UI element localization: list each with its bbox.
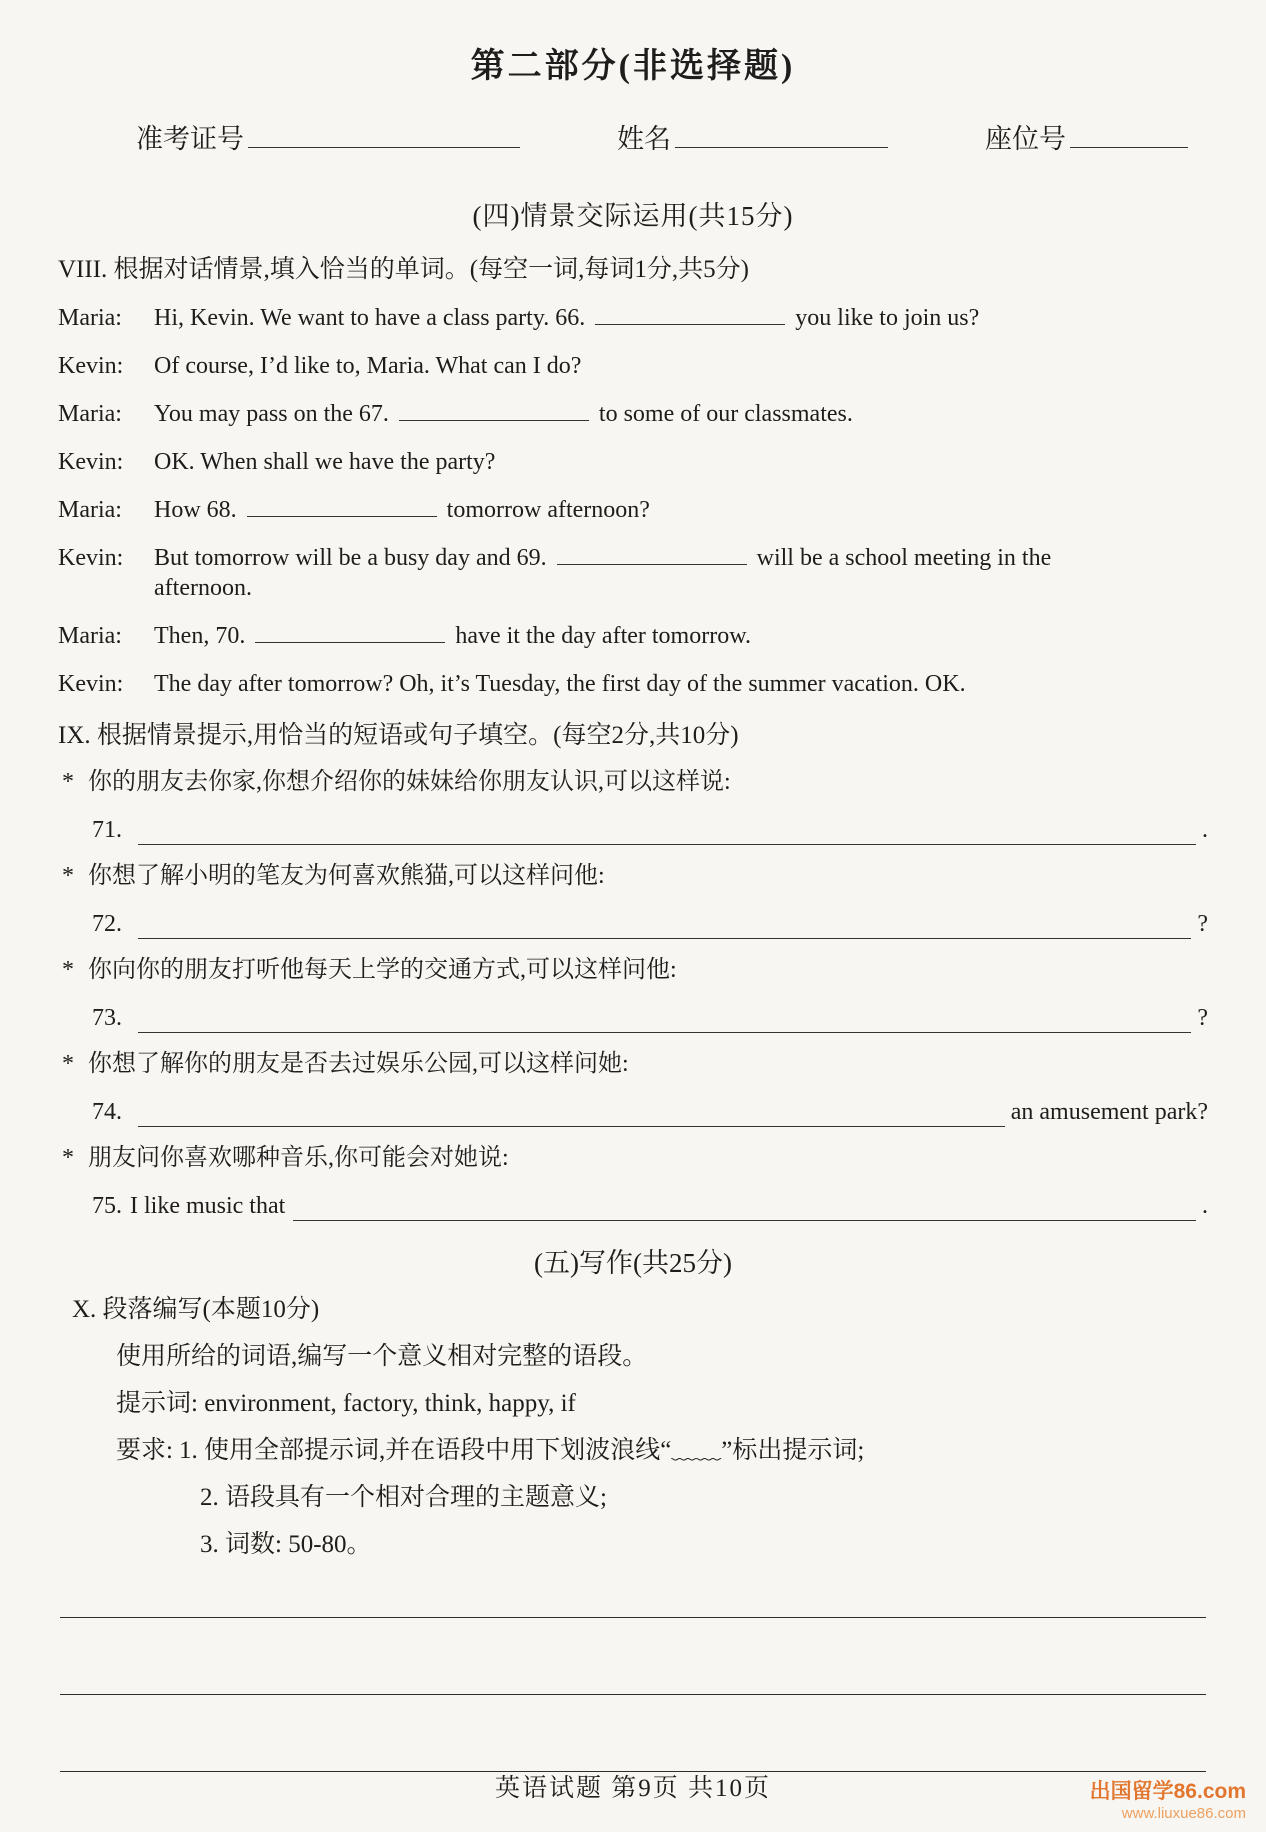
part-ix-items [58, 767, 1208, 1221]
ix-item-75 [58, 1143, 1208, 1221]
writing-line-1 [60, 1617, 1206, 1618]
dialogue-post-text: tomorrow afternoon? [446, 497, 650, 523]
answer-blank-70 [255, 638, 445, 643]
dialogue-text [154, 543, 1208, 603]
speaker-name: Kevin: [58, 353, 124, 379]
name-label: 姓名 [617, 124, 671, 154]
admission-number-field [136, 117, 520, 156]
requirement-text: 3. 词数: 50-80。 [200, 1531, 372, 1558]
requirement-text: 1. 使用全部提示词,并在语段中用下划波浪线“﹏﹏”标出提示词; [178, 1437, 865, 1464]
item-prompt-text: 你向你的朋友打听他每天上学的交通方式,可以这样问他: [88, 957, 677, 983]
answer-blank-67 [399, 416, 589, 421]
speaker-name: Maria: [58, 401, 122, 427]
dialogue-post-text: will be a school meeting in the [756, 545, 1052, 571]
item-post-text: an amusement park? [1010, 1099, 1208, 1125]
dialogue-line-4 [58, 447, 1208, 477]
dialogue-block [58, 303, 1208, 699]
part-ix-heading: IX. 根据情景提示,用恰当的短语或句子填空。(每空2分,共10分) [58, 722, 739, 749]
seat-number-label: 座位号 [985, 124, 1066, 154]
answer-blank-71 [138, 837, 1196, 845]
item-prompt-text: 你想了解小明的笔友为何喜欢熊猫,可以这样问他: [88, 863, 605, 889]
dialogue-pre-text: How 68. [154, 497, 237, 523]
dialogue-line-2 [58, 351, 1208, 381]
dialogue-text [154, 447, 1208, 477]
admission-number-label: 准考证号 [136, 124, 244, 154]
dialogue-post-text: you like to join us? [795, 305, 980, 331]
dialogue-pre-text: The day after tomorrow? Oh, it’s Tuesday, the first day of the summer vacation. OK. [154, 671, 966, 697]
name-blank [675, 142, 888, 148]
requirement-text: 2. 语段具有一个相对合理的主题意义; [200, 1484, 607, 1511]
item-prompt [58, 1049, 1208, 1079]
item-prompt [58, 1143, 1208, 1173]
dialogue-text [154, 621, 1208, 651]
item-number: 71. [92, 817, 122, 843]
dialogue-pre-text: OK. When shall we have the party? [154, 449, 496, 475]
ix-item-72 [58, 861, 1208, 939]
item-prompt-text: 朋友问你喜欢哪种音乐,你可能会对她说: [88, 1145, 509, 1171]
item-number: 75. [92, 1193, 122, 1219]
speaker-name: Kevin: [58, 671, 124, 697]
page-title: 第二部分(非选择题) [470, 48, 796, 85]
answer-blank-66 [595, 320, 785, 325]
item-number: 72. [92, 911, 122, 937]
dialogue-text [154, 399, 1208, 429]
speaker-name: Maria: [58, 497, 122, 523]
item-answer-line [58, 909, 1208, 939]
dialogue-line-3 [58, 399, 1208, 429]
dialogue-pre-text: Of course, I’d like to, Maria. What can I do? [154, 353, 582, 379]
item-answer-line [58, 815, 1208, 845]
bullet-star: * [62, 863, 74, 889]
page-footer: 英语试题 第9页 共10页 [494, 1775, 771, 1802]
dialogue-pre-text: Hi, Kevin. We want to have a class party. 66. [154, 305, 586, 331]
dialogue-pre-text: But tomorrow will be a busy day and 69. [154, 545, 547, 571]
dialogue-pre-text: Then, 70. [154, 623, 246, 649]
part-viii-heading: VIII. 根据对话情景,填入恰当的单词。(每空一词,每词1分,共5分) [58, 256, 749, 283]
speaker-name: Kevin: [58, 545, 124, 571]
watermark-site-url: www.liuxue86.com [1121, 1805, 1246, 1823]
watermark-site-name: 出国留学86.com [1089, 1780, 1246, 1803]
answer-blank-75 [293, 1213, 1196, 1221]
item-prompt-text: 你的朋友去你家,你想介绍你的妹妹给你朋友认识,可以这样说: [88, 769, 731, 795]
item-pre-text: I like music that [130, 1193, 286, 1219]
speaker-name: Maria: [58, 305, 122, 331]
requirements-label: 要求: [116, 1437, 173, 1464]
item-number: 74. [92, 1099, 122, 1125]
writing-area [58, 1617, 1208, 1772]
requirement-row-2 [72, 1482, 1208, 1514]
seat-number-blank [1070, 142, 1188, 148]
item-answer-line [58, 1191, 1208, 1221]
ix-item-71 [58, 767, 1208, 845]
item-prompt-text: 你想了解你的朋友是否去过娱乐公园,可以这样问她: [88, 1051, 629, 1077]
dialogue-line-5 [58, 495, 1208, 525]
dialogue-post-text: to some of our classmates. [598, 401, 853, 427]
admission-number-blank [248, 142, 520, 148]
dialogue-continuation-text: afternoon. [154, 575, 252, 601]
answer-blank-69 [557, 560, 747, 565]
name-field [617, 117, 888, 156]
section-four-heading: (四)情景交际运用(共15分) [472, 201, 794, 231]
answer-blank-68 [247, 512, 437, 517]
requirement-row-3 [72, 1529, 1208, 1561]
dialogue-line-7 [58, 621, 1208, 651]
item-post-text: ? [1197, 1005, 1208, 1031]
hint-words: 提示词: environment, factory, think, happy, if [116, 1390, 576, 1417]
part-x-instruction: 使用所给的词语,编写一个意义相对完整的语段。 [116, 1343, 648, 1370]
bullet-star: * [62, 957, 74, 983]
requirement-row-1 [72, 1435, 1208, 1467]
writing-line-2 [60, 1694, 1206, 1695]
bullet-star: * [62, 1145, 74, 1171]
dialogue-post-text: have it the day after tomorrow. [455, 623, 751, 649]
item-prompt [58, 861, 1208, 891]
item-post-text: . [1202, 817, 1208, 843]
item-post-text: ? [1197, 911, 1208, 937]
dialogue-text [154, 669, 1208, 699]
item-answer-line [58, 1003, 1208, 1033]
dialogue-line-8 [58, 669, 1208, 699]
part-x-block [58, 1294, 1208, 1561]
item-prompt [58, 767, 1208, 797]
dialogue-text [154, 351, 1208, 381]
answer-blank-74 [138, 1119, 1005, 1127]
bullet-star: * [62, 769, 74, 795]
dialogue-line-1 [58, 303, 1208, 333]
registration-row [58, 117, 1208, 156]
bullet-star: * [62, 1051, 74, 1077]
dialogue-text [154, 303, 1208, 333]
item-number: 73. [92, 1005, 122, 1031]
section-five-heading: (五)写作(共25分) [534, 1248, 732, 1278]
answer-blank-72 [138, 931, 1191, 939]
ix-item-73 [58, 955, 1208, 1033]
speaker-name: Maria: [58, 623, 122, 649]
dialogue-pre-text: You may pass on the 67. [154, 401, 389, 427]
speaker-name: Kevin: [58, 449, 124, 475]
dialogue-line-6 [58, 543, 1208, 603]
item-answer-line [58, 1097, 1208, 1127]
answer-blank-73 [138, 1025, 1191, 1033]
ix-item-74 [58, 1049, 1208, 1127]
seat-number-field [985, 117, 1188, 156]
item-prompt [58, 955, 1208, 985]
watermark [1090, 1779, 1246, 1824]
dialogue-text [154, 495, 1208, 525]
part-x-heading: X. 段落编写(本题10分) [72, 1296, 320, 1323]
item-post-text: . [1202, 1193, 1208, 1219]
